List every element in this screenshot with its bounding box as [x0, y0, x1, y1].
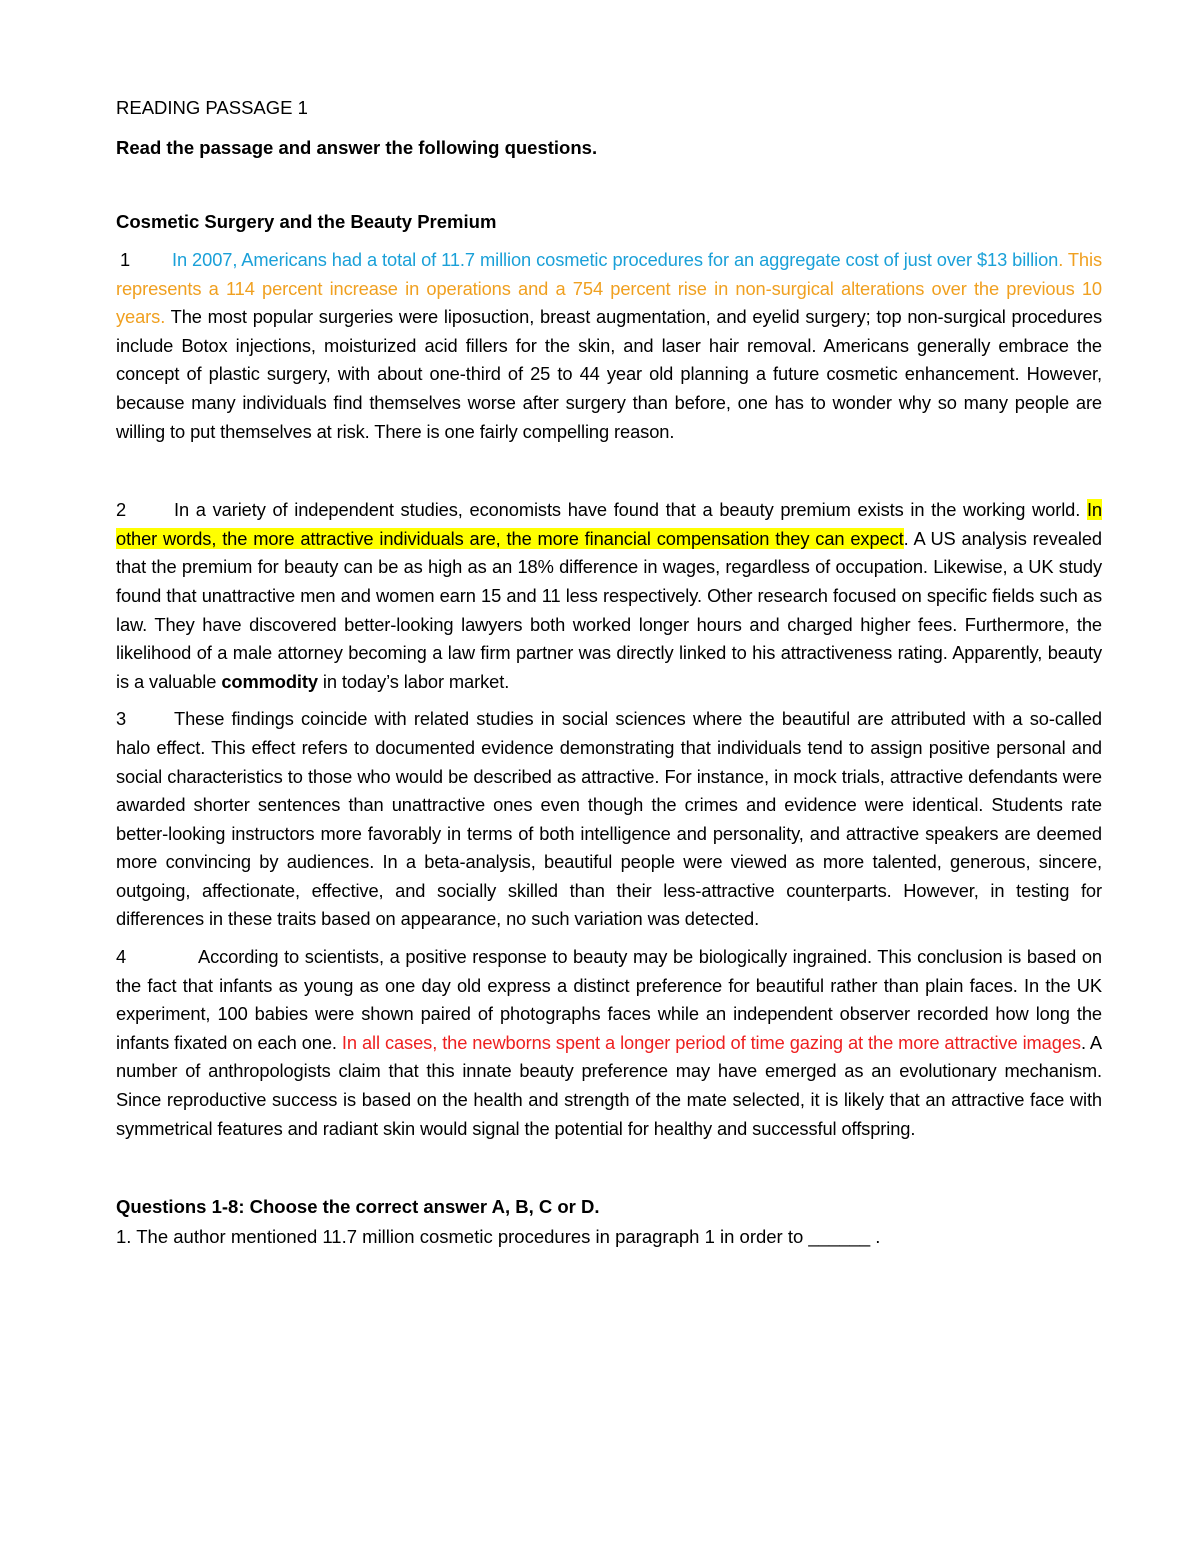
document-instruction: Read the passage and answer the following questions. — [116, 137, 598, 158]
colored-text-red: In all cases, the newborns spent a longer period of time gazing at the more attractive images — [341, 1031, 1081, 1053]
section-spacer — [116, 1143, 1102, 1193]
paragraph-number: 2 — [116, 499, 127, 521]
paragraph-spacer — [116, 934, 1102, 943]
paragraph-1 — [116, 246, 1102, 446]
paragraph-3 — [116, 705, 1102, 934]
paragraph-spacer — [116, 696, 1102, 705]
paragraph-number: 1 — [120, 249, 131, 270]
highlighted-text: In other words, the more attractive individuals are, the more financial compensation they can expect — [116, 499, 1102, 549]
paragraph-text: The most popular surgeries were liposuction, breast augmentation, and eyelid surgery; top non-surgical procedures include Botox injections, moisturized acid fillers for the skin, and laser hair removal. Americans generally embrace the concept of plastic surgery, with about one-third of 25 to 44 year old planning a future cosmetic enhancement. However, because many individuals find themselves worse after surgery than before, one has to wonder why so many people are willing to put themselves at risk. There is one fairly compelling reason. — [116, 306, 1102, 442]
paragraph-text: According to scientists, a positive response to beauty may be biologically ingrained. This conclusion is based on the fact that infants as young as one day old express a distinct preference for beautiful rather than plain faces. In the UK experiment, 100 babies were shown paired of photographs faces while an independent observer recorded how long the infants fixated on each one. — [116, 946, 1102, 1053]
paragraph-text: in today’s labor market. — [317, 670, 510, 692]
paragraph-text: . A number of anthropologists claim that this innate beauty preference may have emerged as an evolutionary mechanism. Since reproductive success is based on the health and strength of the mate selected, it is likely that an attractive face with symmetrical features and radiant skin would signal the potential for healthy and successful offspring. — [116, 1031, 1103, 1139]
passage-heading: Cosmetic Surgery and the Beauty Premium — [116, 211, 497, 232]
paragraph-text: . A US analysis revealed that the premium for beauty can be as high as an 18% difference in wages, regardless of occupation. Likewise, a UK study found that unattractive men and women earn 15 and 11 less respectively. Other research focused on specific fields such as law. They have discovered better-looking lawyers both worked longer hours and charged higher fees. Furthermore, the likelihood of a male attorney becoming a law firm partner was directly linked to his attractiveness rating. Apparently, beauty is a valuable — [116, 527, 1102, 692]
paragraph-2 — [116, 496, 1102, 696]
paragraph-text: In a variety of independent studies, economists have found that a beauty premium exists in the working world. — [174, 499, 1087, 521]
paragraph-text: These findings coincide with related studies in social sciences where the beautiful are attributed with a so-called halo effect. This effect refers to documented evidence demonstrating that individuals tend to assign positive personal and social characteristics to those who would be described as attractive. For instance, in mock trials, attractive defendants were awarded shorter sentences than unattractive ones even though the crimes and evidence were identical. Students rate better-looking instructors more favorably in terms of both intelligence and personality, and attractive speakers are deemed more convincing by audiences. In a beta-analysis, beautiful people were viewed as more talented, generous, sincere, outgoing, affectionate, effective, and socially skilled than their less-attractive counterparts. However, in testing for differences in these traits based on appearance, no such variation was detected. — [116, 708, 1102, 930]
questions-heading: Questions 1-8: Choose the correct answer A, B, C or D. — [116, 1196, 600, 1218]
colored-text-blue: In 2007, Americans had a total of 11.7 million cosmetic procedures for an aggregate cost of just over $13 billion — [172, 249, 1059, 270]
document-page — [116, 96, 1102, 1251]
paragraph-number: 3 — [116, 708, 127, 730]
paragraph-number: 4 — [116, 946, 127, 968]
document-title: READING PASSAGE 1 — [116, 97, 308, 118]
paragraph-spacer — [116, 446, 1102, 496]
bold-keyword: commodity — [221, 670, 318, 692]
question-item: 1. The author mentioned 11.7 million cosmetic procedures in paragraph 1 in order to ______ . — [116, 1226, 881, 1248]
paragraph-4 — [116, 943, 1102, 1143]
colored-text-orange: . This represents a 114 percent increase in operations and a 754 percent rise in non-surgical alterations over the previous 10 years. — [116, 249, 1102, 328]
